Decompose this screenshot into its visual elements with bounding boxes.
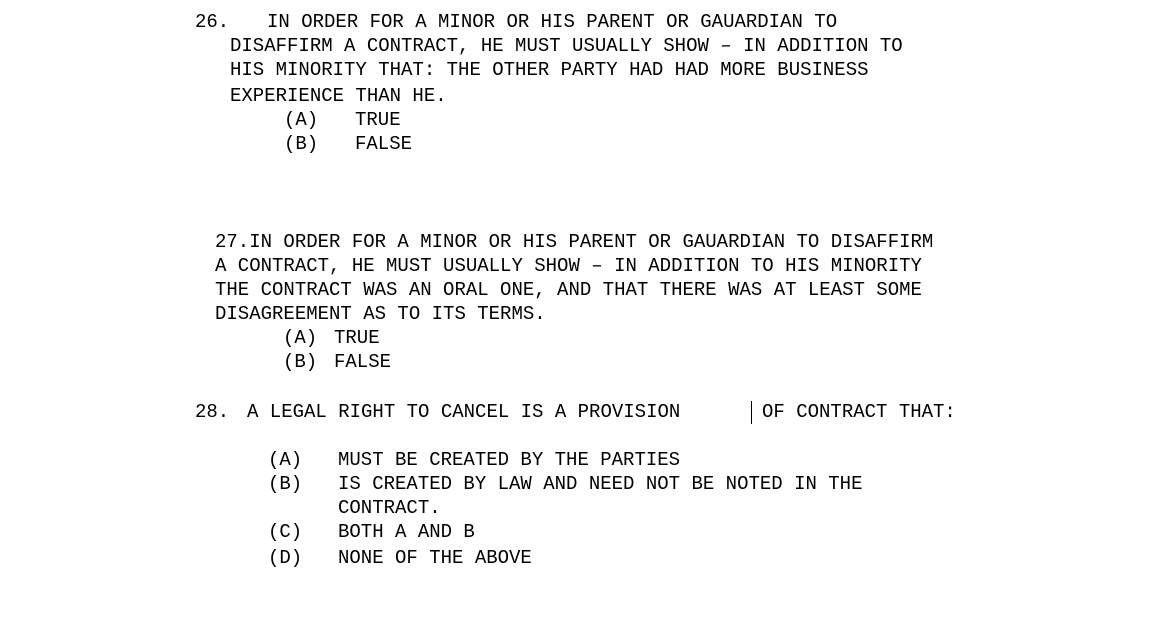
option-letter: (B) (284, 133, 319, 155)
option-text: BOTH A AND B (338, 521, 475, 543)
question-text-line: DISAGREEMENT AS TO ITS TERMS. (215, 303, 546, 325)
option-letter: (C) (268, 521, 303, 543)
question-number: 26. (195, 11, 230, 33)
question-text-line: THE CONTRACT WAS AN ORAL ONE, AND THAT THERE WAS AT LEAST SOME (215, 279, 922, 301)
option-text: MUST BE CREATED BY THE PARTIES (338, 449, 681, 471)
question-text: OF CONTRACT THAT: (762, 401, 956, 423)
option-letter: (B) (283, 351, 318, 373)
option-text: FALSE (355, 133, 413, 155)
option-letter: (A) (268, 449, 303, 471)
question-text-line: DISAFFIRM A CONTRACT, HE MUST USUALLY SHOW – IN ADDITION TO (230, 35, 903, 57)
option-text: FALSE (334, 351, 392, 373)
question-number: 28. (195, 401, 230, 423)
option-text: TRUE (355, 109, 401, 131)
question-text-line: A CONTRACT, HE MUST USUALLY SHOW – IN ADDITION TO HIS MINORITY (215, 255, 922, 277)
question-text-line: 27.IN ORDER FOR A MINOR OR HIS PARENT OR GAUARDIAN TO DISAFFIRM (215, 231, 934, 253)
option-text: NONE OF THE ABOVE (338, 547, 532, 569)
option-letter: (D) (268, 547, 303, 569)
question-text-line: HIS MINORITY THAT: THE OTHER PARTY HAD HAD MORE BUSINESS (230, 59, 869, 81)
text-cursor (751, 401, 752, 424)
question-text-line: EXPERIENCE THAN HE. (230, 85, 447, 107)
question-text-line: IN ORDER FOR A MINOR OR HIS PARENT OR GAUARDIAN TO (267, 11, 838, 33)
option-text: TRUE (334, 327, 380, 349)
option-letter: (B) (268, 473, 303, 495)
option-text: IS CREATED BY LAW AND NEED NOT BE NOTED IN THE (338, 473, 863, 495)
option-text: CONTRACT. (338, 497, 441, 519)
option-letter: (A) (283, 327, 318, 349)
question-text: A LEGAL RIGHT TO CANCEL IS A PROVISION (247, 401, 681, 423)
option-letter: (A) (284, 109, 319, 131)
